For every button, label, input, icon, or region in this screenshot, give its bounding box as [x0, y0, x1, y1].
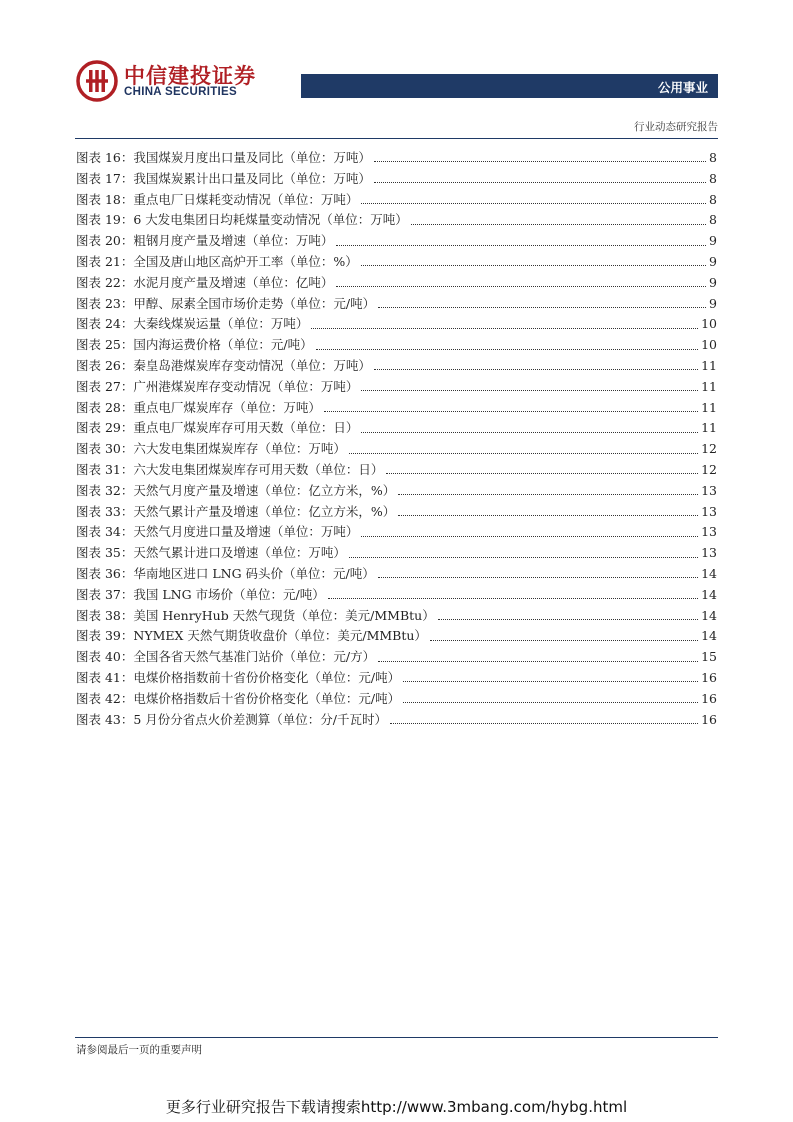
toc-entry[interactable] [76, 335, 717, 356]
toc-entry-page: 9 [709, 253, 717, 269]
toc-leader-dots [316, 348, 699, 350]
header-divider [75, 138, 718, 139]
toc-leader-dots [411, 223, 706, 225]
toc-entry-page: 14 [701, 628, 717, 644]
toc-entry-label: 图表 31：六大发电集团煤炭库存可用天数（单位：日） [76, 461, 384, 477]
toc-entry[interactable] [76, 190, 717, 211]
toc-entry-page: 16 [701, 669, 717, 685]
toc-entry-page: 12 [701, 441, 717, 457]
toc-entry-page: 8 [709, 170, 717, 186]
toc-entry[interactable] [76, 606, 717, 627]
sector-label: 公用事业 [657, 80, 708, 95]
toc-entry[interactable] [76, 210, 717, 231]
toc-entry-page: 16 [701, 690, 717, 706]
toc-entry-page: 13 [701, 503, 717, 519]
toc-entry[interactable] [76, 377, 717, 398]
toc-entry-label: 图表 20：粗钢月度产量及增速（单位：万吨） [76, 233, 334, 249]
toc-entry-page: 9 [709, 274, 717, 290]
toc-entry[interactable] [76, 626, 717, 647]
toc-leader-dots [361, 202, 706, 204]
footer-divider [75, 1037, 718, 1038]
toc-leader-dots [374, 368, 698, 370]
toc-leader-dots [378, 306, 706, 308]
toc-entry[interactable] [76, 460, 717, 481]
toc-entry-label: 图表 19：6 大发电集团日均耗煤量变动情况（单位：万吨） [76, 212, 408, 228]
toc-entry-page: 11 [701, 420, 717, 436]
toc-leader-dots [378, 660, 698, 662]
toc-entry[interactable] [76, 294, 717, 315]
toc-entry-page: 14 [701, 607, 717, 623]
company-logo [76, 58, 276, 102]
toc-leader-dots [403, 701, 698, 703]
toc-entry[interactable] [76, 522, 717, 543]
toc-leader-dots [438, 618, 698, 620]
toc-entry-label: 图表 36：华南地区进口 LNG 码头价（单位：元/吨） [76, 565, 375, 581]
toc-entry[interactable] [76, 252, 717, 273]
toc-entry-label: 图表 24：大秦线煤炭运量（单位：万吨） [76, 316, 309, 332]
toc-entry[interactable] [76, 502, 717, 523]
disclaimer-text: 请参阅最后一页的重要声明 [76, 1044, 202, 1056]
toc-entry-label: 图表 39：NYMEX 天然气期货收盘价（单位：美元/MMBtu） [76, 628, 427, 644]
toc-entry-page: 9 [709, 233, 717, 249]
toc-entry[interactable] [76, 231, 717, 252]
toc-entry-label: 图表 21：全国及唐山地区高炉开工率（单位：%） [76, 253, 358, 269]
toc-entry-label: 图表 29：重点电厂煤炭库存可用天数（单位：日） [76, 420, 359, 436]
report-type: 行业动态研究报告 [634, 121, 718, 133]
toc-entry-page: 13 [701, 482, 717, 498]
toc-leader-dots [324, 410, 698, 412]
toc-leader-dots [398, 514, 698, 516]
toc-leader-dots [328, 597, 698, 599]
toc-entry-label: 图表 18：重点电厂日煤耗变动情况（单位：万吨） [76, 191, 359, 207]
toc-entry-label: 图表 22：水泥月度产量及增速（单位：亿吨） [76, 274, 334, 290]
toc-entry-label: 图表 27：广州港煤炭库存变动情况（单位：万吨） [76, 378, 359, 394]
toc-entry-label: 图表 32：天然气月度产量及增速（单位：亿立方米，%） [76, 482, 396, 498]
china-securities-logo-icon [76, 60, 118, 102]
toc-entry[interactable] [76, 273, 717, 294]
toc-entry-page: 14 [701, 586, 717, 602]
toc-entry-page: 11 [701, 399, 717, 415]
toc-leader-dots [361, 431, 698, 433]
figure-index [76, 148, 717, 730]
toc-entry[interactable] [76, 169, 717, 190]
toc-entry-label: 图表 43：5 月份分省点火价差测算（单位：分/千瓦时） [76, 711, 388, 727]
logo-chinese-name: 中信建投证券 [124, 64, 256, 88]
toc-leader-dots [336, 244, 706, 246]
toc-leader-dots [386, 472, 698, 474]
toc-entry[interactable] [76, 356, 717, 377]
toc-entry-label: 图表 40：全国各省天然气基准门站价（单位：元/方） [76, 649, 376, 665]
toc-entry-label: 图表 23：甲醇、尿素全国市场价走势（单位：元/吨） [76, 295, 376, 311]
toc-entry[interactable] [76, 418, 717, 439]
toc-leader-dots [349, 556, 698, 558]
toc-entry[interactable] [76, 689, 717, 710]
toc-leader-dots [390, 722, 698, 724]
toc-entry-page: 13 [701, 524, 717, 540]
toc-entry-page: 14 [701, 565, 717, 581]
toc-leader-dots [336, 285, 706, 287]
toc-leader-dots [311, 327, 698, 329]
toc-entry[interactable] [76, 398, 717, 419]
toc-entry-label: 图表 16：我国煤炭月度出口量及同比（单位：万吨） [76, 150, 371, 165]
toc-entry[interactable] [76, 543, 717, 564]
toc-entry-label: 图表 25：国内海运费价格（单位：元/吨） [76, 337, 313, 353]
toc-entry-page: 11 [701, 357, 717, 373]
toc-leader-dots [403, 680, 698, 682]
header-banner [301, 74, 718, 98]
toc-leader-dots [374, 160, 706, 162]
toc-entry-label: 图表 30：六大发电集团煤炭库存（单位：万吨） [76, 441, 346, 457]
toc-entry-label: 图表 33：天然气累计产量及增速（单位：亿立方米，%） [76, 503, 396, 519]
toc-entry-page: 8 [709, 150, 717, 165]
toc-entry[interactable] [76, 710, 717, 731]
toc-entry-label: 图表 42：电煤价格指数后十省份价格变化（单位：元/吨） [76, 690, 401, 706]
toc-entry-label: 图表 41：电煤价格指数前十省份价格变化（单位：元/吨） [76, 669, 401, 685]
toc-entry-label: 图表 28：重点电厂煤炭库存（单位：万吨） [76, 399, 321, 415]
toc-entry-label: 图表 35：天然气累计进口及增速（单位：万吨） [76, 545, 346, 561]
toc-leader-dots [349, 452, 698, 454]
toc-entry-page: 13 [701, 545, 717, 561]
toc-leader-dots [361, 389, 698, 391]
toc-entry[interactable] [76, 148, 717, 169]
toc-leader-dots [361, 535, 698, 537]
toc-entry-page: 8 [709, 212, 717, 228]
toc-leader-dots [374, 181, 706, 183]
toc-entry-page: 12 [701, 461, 717, 477]
toc-leader-dots [378, 576, 698, 578]
toc-entry-label: 图表 38：美国 HenryHub 天然气现货（单位：美元/MMBtu） [76, 607, 435, 623]
toc-leader-dots [398, 493, 698, 495]
logo-english-name: CHINA SECURITIES [124, 86, 237, 98]
toc-entry-page: 10 [701, 316, 717, 332]
toc-entry-page: 8 [709, 191, 717, 207]
toc-entry[interactable] [76, 314, 717, 335]
toc-entry-page: 16 [701, 711, 717, 727]
toc-entry-label: 图表 26：秦皇岛港煤炭库存变动情况（单位：万吨） [76, 357, 371, 373]
toc-entry[interactable] [76, 585, 717, 606]
toc-entry[interactable] [76, 439, 717, 460]
toc-entry-page: 9 [709, 295, 717, 311]
toc-leader-dots [361, 264, 706, 266]
toc-entry-page: 15 [701, 649, 717, 665]
toc-entry-page: 10 [701, 337, 717, 353]
toc-entry[interactable] [76, 668, 717, 689]
toc-entry-page: 11 [701, 378, 717, 394]
toc-entry-label: 图表 17：我国煤炭累计出口量及同比（单位：万吨） [76, 170, 371, 186]
toc-entry-label: 图表 37：我国 LNG 市场价（单位：元/吨） [76, 586, 325, 602]
toc-entry[interactable] [76, 481, 717, 502]
toc-entry[interactable] [76, 647, 717, 668]
toc-leader-dots [430, 639, 698, 641]
download-link[interactable]: 更多行业研究报告下载请搜索http://www.3mbang.com/hybg.html [165, 1098, 628, 1116]
toc-entry[interactable] [76, 564, 717, 585]
toc-entry-label: 图表 34：天然气月度进口量及增速（单位：万吨） [76, 524, 359, 540]
